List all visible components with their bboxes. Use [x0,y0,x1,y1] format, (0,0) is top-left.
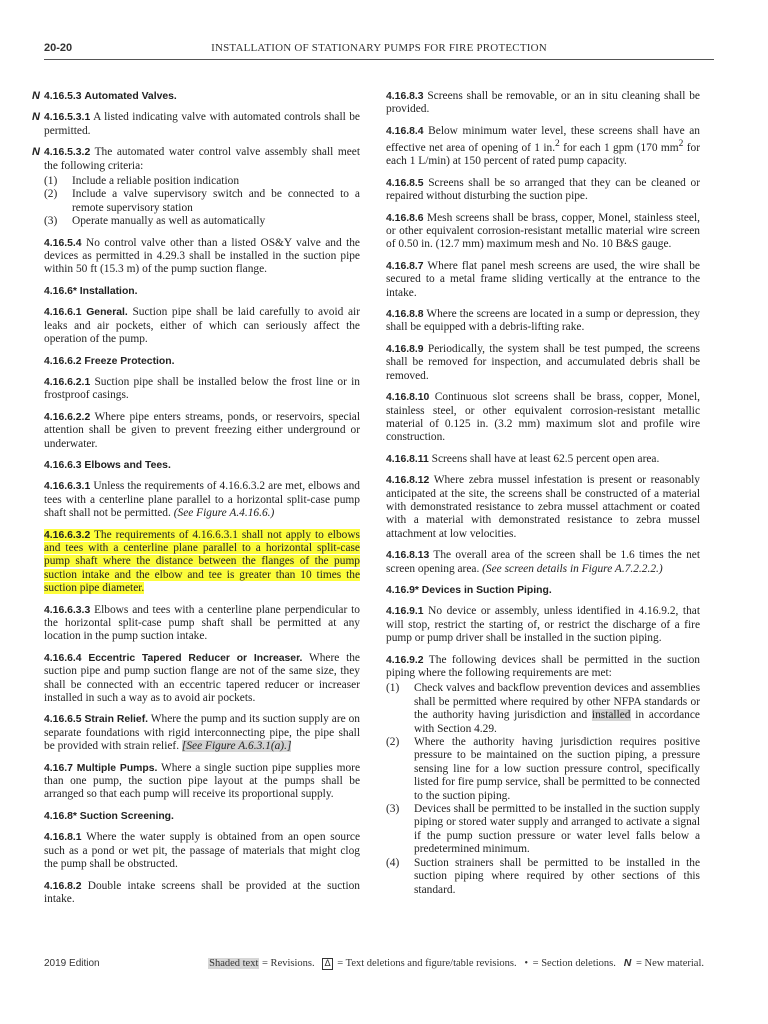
section-number: 4.16.8.13 [386,550,430,562]
section-4-16-8-4 [386,125,700,169]
section-4-16-8-13 [386,549,700,576]
section-text: Continuous slot screens shall be brass, copper, Monel, stainless steel, or other equivalent corrosion-resistant metallic material of 0.125 in. (3.2 mm) maximum slot and profile wire construction. [386,391,700,444]
list-marker: (3) [386,803,400,816]
section-heading: Elbows and Tees. [84,459,171,471]
section-text: Mesh screens shall be brass, copper, Monel, stainless steel, or other equivalent corrosion-resistant metallic material wire screen of 0.50 in. (12.7 mm) maximum mesh and No. 10 B&S gauge. [386,211,700,251]
section-number: 4.16.6.3.2 [44,529,91,541]
section-heading: Freeze Protection. [84,355,175,367]
section-text: The automated water control valve assembly shall meet the following criteria: [44,146,360,172]
list-marker: (2) [44,188,58,201]
section-number: 4.16.6* [44,285,77,297]
legend-text: = Revisions. [259,958,315,969]
section-number: 4.16.8.5 [386,177,424,189]
section-4-16-6-2 [44,355,360,368]
section-number: 4.16.6.2.1 [44,376,91,388]
section-4-16-8 [44,810,360,823]
shaded-text-sample: Shaded text [209,958,259,969]
section-4-16-6-2-1 [44,376,360,403]
list-item-text: Where the authority having jurisdiction requires positive pressure to be maintained on the suction piping, a pressure sensing line for a low suction pressure control, specifically listed for fire pump service, shall be permitted to be connected to the suction piping. [414,736,700,802]
section-4-16-8-6 [386,212,700,252]
section-number: 4.16.8* [44,810,77,822]
section-4-16-6 [44,285,360,298]
list-item-text: Operate manually as well as automatically [72,215,266,228]
section-number: 4.16.8.2 [44,880,82,892]
section-heading: Devices in Suction Piping. [421,584,552,596]
section-4-16-5-4 [44,237,360,277]
list-item-text: in accordance with Section 4.29. [414,709,700,735]
section-text: Unless the requirements of 4.16.6.3.2 are met, elbows and tees with a centerline plane parallel to a horizontal split-case pump shaft shall not be permitted. [44,480,360,520]
section-text: Where zebra mussel infestation is present or reasonably anticipated at the site, the screens shall be constructed of a material with demonstrated resistance to zebra mussel attachment or coated with a material with demonstrated resistance to zebra mussel attachment at low velocities. [386,474,700,540]
list-item-text: Include a valve supervisory switch and be connected to a remote supervisory station [72,188,360,214]
section-text: Where the pump and its suction supply are on separate foundations with rigid interconnecting pipe, the pipe shall be provided with strain relief. [44,713,360,753]
new-material-icon: N [623,957,632,969]
section-text: Suction pipe shall be laid carefully to avoid air leaks and air pockets, either of which can seriously affect the operation of the pump. [44,306,361,346]
section-number: 4.16.6.3 [44,459,82,471]
edition-label: 2019 Edition [44,958,100,969]
section-4-16-8-3 [386,90,700,117]
section-4-16-6-1 [44,306,360,346]
section-number: 4.16.8.1 [44,832,82,844]
list-item-text: Suction strainers shall be permitted to be installed in the suction piping where required by other sections of this standard. [414,856,700,896]
bullet-icon: • [524,958,529,969]
section-number: 4.16.8.6 [386,212,424,224]
list-item [44,215,360,228]
section-text: A listed indicating valve with automated controls shall be permitted. [44,111,360,137]
section-text: for each 1 gpm (170 mm [559,142,679,155]
section-number: 4.16.8.12 [386,475,430,487]
header-rule [44,59,714,60]
page-number: 20-20 [44,42,73,54]
section-4-16-6-5 [44,713,360,753]
section-text: The requirements of 4.16.6.3.1 shall not apply to elbows and tees with a centerline plane parallel to a horizontal split-case pump shaft where the distance between the flanges of the pump suction intake and the elbow and tee is greater than 10 times the suction pipe diameter. [44,528,360,595]
section-text: Double intake screens shall be provided at the suction intake. [44,879,360,905]
section-number: 4.16.9.2 [386,654,424,666]
section-text: No device or assembly, unless identified in 4.16.9.2, that will stop, restrict the starting of, or restrict the discharge of a fire pump or pump driver shall be installed in the suction piping. [386,605,700,645]
section-4-16-8-12 [386,474,700,541]
section-text: Where flat panel mesh screens are used, the wire shall be secured to a metal frame sliding vertically at the entrance to the intake. [386,259,700,299]
criteria-list [44,175,360,229]
section-4-16-7 [44,762,360,802]
running-title: INSTALLATION OF STATIONARY PUMPS FOR FIRE PROTECTION [211,42,547,54]
superscript: 2 [555,139,560,150]
section-number: 4.16.8.8 [386,309,424,321]
section-text: Screens shall be so arranged that they can be cleaned or repaired without disturbing the suction pipe. [386,176,700,203]
section-heading: Installation. [79,285,138,297]
section-text: The overall area of the screen shall be 1.6 times the net screen opening area. [386,549,700,575]
legend-text: = Text deletions and figure/table revisions. [334,958,517,969]
section-4-16-8-5 [386,177,700,204]
list-item [386,857,700,897]
section-number: 4.16.6.1 [44,307,82,319]
section-4-16-6-3-2 [44,529,360,596]
figure-reference: (See Figure A.4.16.6.) [173,507,275,520]
list-item-text: Include a reliable position indication [72,175,240,188]
figure-reference: (See screen details in Figure A.7.2.2.2.) [482,562,663,575]
new-material-icon: N [32,90,40,102]
list-marker: (3) [44,215,58,228]
section-4-16-6-3-3 [44,604,360,644]
section-number: 4.16.5.3.2 [44,147,91,159]
section-number: 4.16.8.4 [386,125,424,137]
section-heading: Suction Screening. [79,810,174,822]
list-item [386,736,700,803]
section-number: 4.16.6.4 [44,652,82,664]
legend-text: = New material. [633,958,704,969]
section-text: Periodically, the system shall be test pumped, the screens shall be removed for inspection, and accumulated debris shall be removed. [386,342,700,382]
list-marker: (1) [386,682,400,695]
section-heading: Automated Valves. [84,91,177,102]
figure-reference: [See Figure A.6.3.1(a).] [181,740,292,753]
section-4-16-5-3 [32,90,360,103]
section-text: Where the water supply is obtained from an open source such as a pond or wet pit, the passage of materials that might clog the pump shall be obstructed. [44,831,360,871]
list-marker: (1) [44,175,58,188]
section-4-16-6-2-2 [44,411,360,451]
section-number: 4.16.9.1 [386,606,424,618]
section-4-16-8-9 [386,343,700,383]
section-text: for each 1 L/min) at 150 percent of rated pump capacity. [386,142,700,168]
new-material-icon: N [32,146,40,159]
page-footer [44,957,704,973]
section-4-16-6-3 [44,459,360,472]
devices-list [386,682,700,897]
section-heading: Eccentric Tapered Reducer or Increaser. [88,652,303,664]
list-marker: (2) [386,736,400,749]
superscript: 2 [678,139,684,150]
shaded-revision: installed [591,709,631,722]
delta-icon: Δ [324,959,331,969]
list-item [44,175,360,188]
list-item [386,803,700,857]
page-header [44,42,714,58]
section-4-16-8-10 [386,391,700,445]
section-heading: General. [86,307,128,319]
section-number: 4.16.5.3.1 [44,112,91,124]
section-text: Screens shall have at least 62.5 percent open area. [428,452,660,465]
section-text: Where the suction pipe and pump suction flange are not of the same size, they shall be connected with an eccentric tapered reducer or increaser installed in such a way as to avoid air pockets. [44,651,360,705]
list-item [44,188,360,215]
section-number: 4.16.5.4 [44,237,82,249]
section-4-16-6-4 [44,652,360,706]
section-text: Elbows and tees with a centerline plane perpendicular to the horizontal split-case pump shaft shall be permitted at any location in the pump suction intake. [44,603,360,643]
section-text: Screens shall be removable, or an in situ cleaning shall be provided. [386,90,700,116]
section-number: 4.16.7 [44,762,73,774]
highlighted-passage [44,529,360,595]
section-4-16-6-3-1 [44,480,360,520]
section-number: 4.16.9* [386,584,419,596]
section-text: Suction pipe shall be installed below the frost line or in frostproof casings. [44,375,360,402]
list-item [386,682,700,736]
section-number: 4.16.8.9 [386,343,424,355]
section-text: Where a single suction pipe supplies more than one pump, the suction pipe layout at the pumps shall be arranged so that each pump will receive its proportional supply. [44,761,360,801]
new-material-icon: N [32,111,40,124]
legend-text: = Section deletions. [530,958,616,969]
section-number: 4.16.6.3.3 [44,604,91,616]
list-item-text: Devices shall be permitted to be installed in the suction supply piping or stored water supply and arranged to activate a signal if the pump suction pressure or water level falls below a predetermined minimum. [414,803,700,856]
section-heading: Strain Relief. [84,714,149,726]
left-column [32,90,361,914]
section-number: 4.16.8.7 [386,260,424,272]
section-4-16-9-1 [386,605,700,645]
section-4-16-8-1 [44,831,360,871]
section-number: 4.16.8.11 [386,453,429,465]
section-heading: Multiple Pumps. [76,762,158,774]
section-number: 4.16.6.3.1 [44,481,91,493]
section-text: The following devices shall be permitted in the suction piping where the following requirements are met: [386,653,700,680]
revision-legend [208,957,704,970]
section-4-16-9-2 [386,654,700,681]
section-number: 4.16.8.10 [386,392,430,404]
section-4-16-5-3-1 [32,111,360,138]
section-number: 4.16.8.3 [386,91,424,102]
section-text: Below minimum water level, these screens shall have an effective net area of opening of 1 in. [386,124,700,155]
section-number: 4.16.5.3 [44,91,82,102]
section-4-16-8-11 [386,453,700,466]
list-item-text: Check valves and backflow prevention devices and assemblies shall be permitted where required by other NFPA standards or the authority having jurisdiction and [414,682,700,722]
list-marker: (4) [386,856,400,869]
section-number: 4.16.6.2.2 [44,411,91,423]
section-4-16-8-8 [386,308,700,335]
section-4-16-8-2 [44,880,360,907]
section-4-16-5-3-2 [32,146,360,173]
section-number: 4.16.6.2 [44,355,82,367]
section-4-16-9 [386,584,700,597]
section-number: 4.16.6.5 [44,714,82,726]
section-text: No control valve other than a listed OS&Y valve and the devices as permitted in 4.29.3 shall be installed in the suction pipe within 50 ft (15.3 m) of the pump suction flange. [44,236,360,276]
section-text: Where pipe enters streams, ponds, or reservoirs, special attention shall be given to prevent freezing either underground or underwater. [44,410,360,450]
right-column [386,90,700,905]
section-4-16-8-7 [386,260,700,300]
section-text: Where the screens are located in a sump or depression, they shall be equipped with a debris-lifting rake. [386,308,700,334]
